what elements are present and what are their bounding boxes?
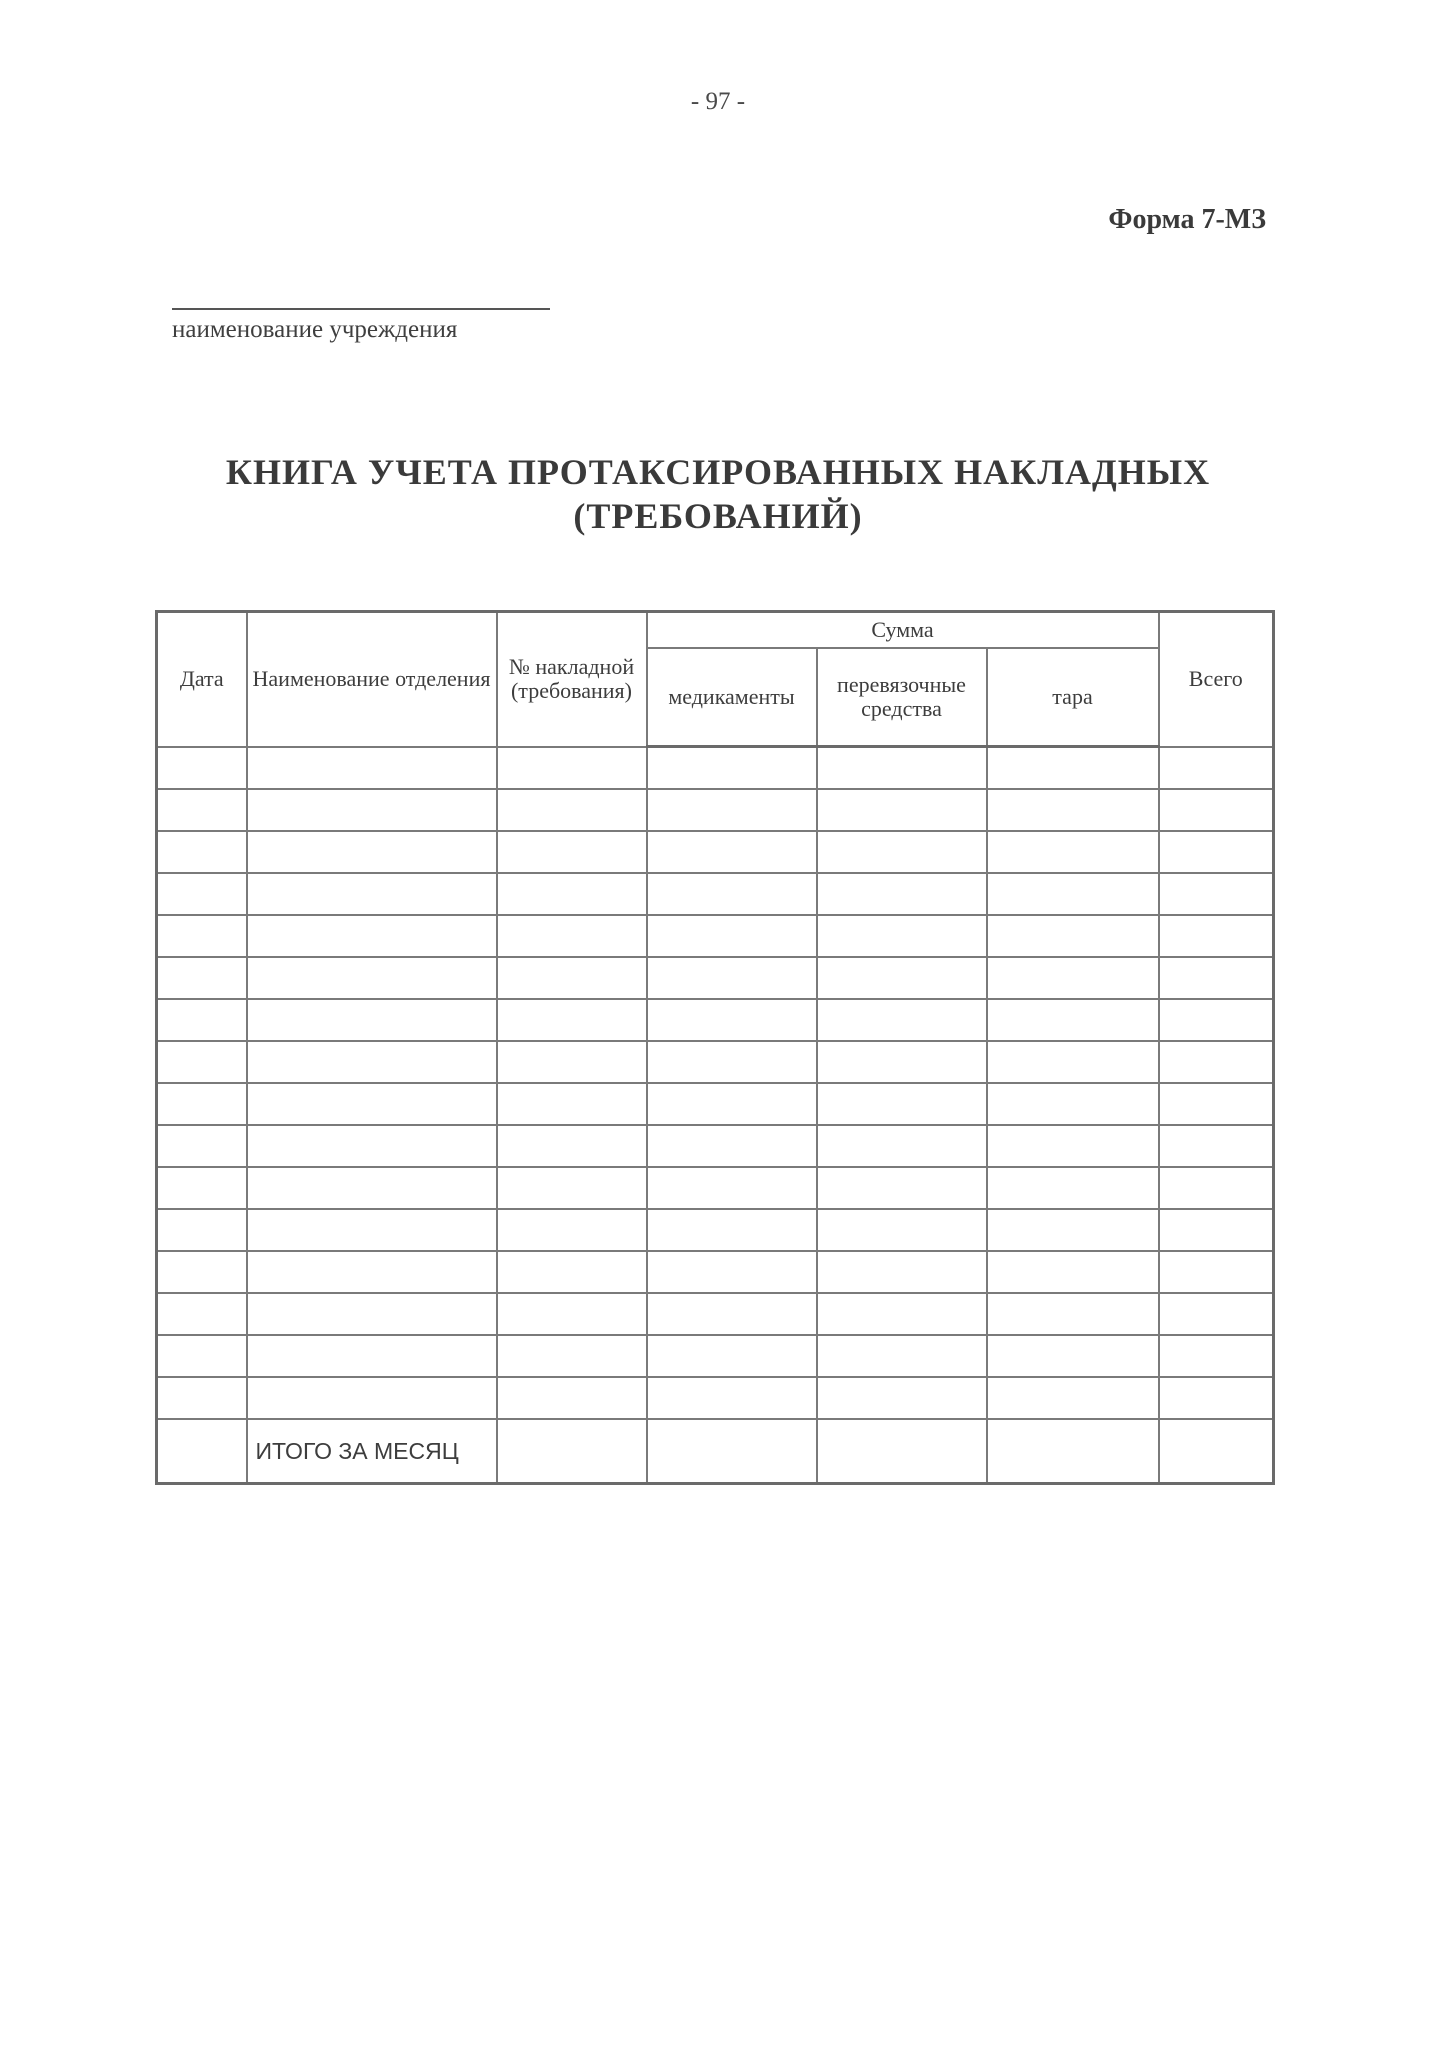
table-cell[interactable] bbox=[497, 1377, 647, 1419]
table-cell[interactable] bbox=[1159, 747, 1274, 790]
table-cell[interactable] bbox=[1159, 1377, 1274, 1419]
table-cell[interactable] bbox=[647, 1125, 817, 1167]
table-cell[interactable] bbox=[157, 1377, 247, 1419]
table-cell[interactable] bbox=[817, 1335, 987, 1377]
column-header-containers: тара bbox=[987, 648, 1159, 747]
table-cell[interactable] bbox=[157, 1167, 247, 1209]
column-header-total: Всего bbox=[1159, 612, 1274, 747]
table-cell[interactable] bbox=[817, 873, 987, 915]
table-cell[interactable] bbox=[1159, 1251, 1274, 1293]
table-cell[interactable] bbox=[157, 957, 247, 999]
table-cell[interactable] bbox=[987, 957, 1159, 999]
document-title-line-1: КНИГА УЧЕТА ПРОТАКСИРОВАННЫХ НАКЛАДНЫХ bbox=[225, 452, 1211, 492]
table-row bbox=[157, 1377, 1274, 1419]
table-row bbox=[157, 957, 1274, 999]
table-cell[interactable] bbox=[247, 789, 497, 831]
column-header-department: Наименование отделения bbox=[247, 612, 497, 747]
table-cell[interactable] bbox=[1159, 1083, 1274, 1125]
institution-name-caption: наименование учреждения bbox=[172, 308, 550, 344]
table-cell[interactable] bbox=[647, 1419, 817, 1484]
table-cell[interactable] bbox=[157, 1251, 247, 1293]
table-cell[interactable] bbox=[987, 1251, 1159, 1293]
table-cell[interactable] bbox=[157, 1041, 247, 1083]
table-cell[interactable] bbox=[817, 1041, 987, 1083]
table-cell[interactable] bbox=[497, 1083, 647, 1125]
table-cell[interactable] bbox=[1159, 1167, 1274, 1209]
table-cell[interactable] bbox=[497, 747, 647, 790]
table-cell[interactable] bbox=[157, 831, 247, 873]
table-cell[interactable] bbox=[497, 1209, 647, 1251]
column-group-header-sum: Сумма bbox=[647, 612, 1159, 649]
table-cell[interactable] bbox=[647, 1293, 817, 1335]
table-cell[interactable] bbox=[987, 747, 1159, 790]
table-cell[interactable] bbox=[647, 1167, 817, 1209]
table-cell[interactable] bbox=[247, 1209, 497, 1251]
table-cell[interactable] bbox=[497, 1419, 647, 1484]
table-cell[interactable] bbox=[247, 999, 497, 1041]
table-cell[interactable] bbox=[647, 1377, 817, 1419]
table-cell[interactable] bbox=[1159, 999, 1274, 1041]
table-cell[interactable] bbox=[1159, 1125, 1274, 1167]
table-cell[interactable] bbox=[817, 789, 987, 831]
table-cell[interactable] bbox=[157, 789, 247, 831]
table-cell[interactable] bbox=[157, 1209, 247, 1251]
table-cell[interactable] bbox=[157, 915, 247, 957]
table-row bbox=[157, 789, 1274, 831]
table-cell[interactable] bbox=[247, 1083, 497, 1125]
column-header-dressings: перевязочные средства bbox=[817, 648, 987, 747]
table-cell[interactable] bbox=[647, 747, 817, 790]
form-code: Форма 7-МЗ bbox=[1108, 204, 1266, 235]
table-cell[interactable] bbox=[497, 873, 647, 915]
table-cell[interactable] bbox=[647, 999, 817, 1041]
table-cell[interactable] bbox=[817, 1209, 987, 1251]
table-cell[interactable] bbox=[987, 1293, 1159, 1335]
table-cell[interactable] bbox=[817, 831, 987, 873]
table-cell[interactable] bbox=[157, 1335, 247, 1377]
table-cell[interactable] bbox=[247, 1293, 497, 1335]
table-row bbox=[157, 1335, 1274, 1377]
table-cell[interactable] bbox=[1159, 789, 1274, 831]
table-cell[interactable] bbox=[157, 999, 247, 1041]
table-cell[interactable] bbox=[987, 1419, 1159, 1484]
table-cell[interactable] bbox=[647, 1041, 817, 1083]
ledger-table bbox=[155, 610, 1275, 1485]
table-cell[interactable] bbox=[817, 999, 987, 1041]
table-cell[interactable] bbox=[987, 915, 1159, 957]
column-header-medicines: медикаменты bbox=[647, 648, 817, 747]
table-cell[interactable] bbox=[817, 1167, 987, 1209]
table-cell[interactable] bbox=[987, 1209, 1159, 1251]
table-cell[interactable] bbox=[987, 1083, 1159, 1125]
table-cell[interactable] bbox=[497, 915, 647, 957]
table-cell[interactable] bbox=[987, 873, 1159, 915]
table-cell[interactable] bbox=[817, 1377, 987, 1419]
table-cell[interactable] bbox=[247, 1335, 497, 1377]
table-cell[interactable] bbox=[497, 1125, 647, 1167]
table-row bbox=[157, 915, 1274, 957]
total-label: ИТОГО ЗА МЕСЯЦ bbox=[247, 1419, 497, 1484]
table-cell[interactable] bbox=[247, 747, 497, 790]
table-cell[interactable] bbox=[1159, 1335, 1274, 1377]
table-cell[interactable] bbox=[247, 915, 497, 957]
ledger-body bbox=[157, 747, 1274, 1484]
table-cell[interactable] bbox=[497, 789, 647, 831]
table-row bbox=[157, 831, 1274, 873]
table-cell[interactable] bbox=[157, 1125, 247, 1167]
table-cell[interactable] bbox=[647, 957, 817, 999]
table-cell[interactable] bbox=[817, 1419, 987, 1484]
table-cell[interactable] bbox=[817, 1083, 987, 1125]
table-cell[interactable] bbox=[247, 1041, 497, 1083]
table-cell[interactable] bbox=[647, 789, 817, 831]
table-cell[interactable] bbox=[1159, 873, 1274, 915]
table-cell[interactable] bbox=[247, 1377, 497, 1419]
table-row bbox=[157, 1125, 1274, 1167]
table-cell[interactable] bbox=[247, 957, 497, 999]
table-cell[interactable] bbox=[647, 873, 817, 915]
table-cell[interactable] bbox=[1159, 1041, 1274, 1083]
table-cell[interactable] bbox=[247, 831, 497, 873]
table-cell[interactable] bbox=[987, 1167, 1159, 1209]
table-cell[interactable] bbox=[157, 1293, 247, 1335]
table-cell[interactable] bbox=[817, 915, 987, 957]
table-cell[interactable] bbox=[987, 999, 1159, 1041]
table-cell[interactable] bbox=[987, 1125, 1159, 1167]
table-cell[interactable] bbox=[1159, 957, 1274, 999]
table-row bbox=[157, 999, 1274, 1041]
table-cell[interactable] bbox=[1159, 831, 1274, 873]
table-cell[interactable] bbox=[817, 747, 987, 790]
total-row bbox=[157, 1419, 1274, 1484]
table-cell[interactable] bbox=[987, 1041, 1159, 1083]
table-cell[interactable] bbox=[647, 1335, 817, 1377]
document-title bbox=[0, 450, 1436, 538]
table-cell[interactable] bbox=[1159, 915, 1274, 957]
table-cell[interactable] bbox=[817, 1125, 987, 1167]
table-cell[interactable] bbox=[1159, 1209, 1274, 1251]
table-cell[interactable] bbox=[497, 957, 647, 999]
table-cell[interactable] bbox=[647, 1251, 817, 1293]
table-cell[interactable] bbox=[647, 1083, 817, 1125]
table-row bbox=[157, 873, 1274, 915]
table-cell[interactable] bbox=[497, 1293, 647, 1335]
table-cell[interactable] bbox=[497, 1251, 647, 1293]
table-cell[interactable] bbox=[157, 1083, 247, 1125]
table-row bbox=[157, 1041, 1274, 1083]
document-title-line-2: (ТРЕБОВАНИЙ) bbox=[573, 496, 863, 536]
table-cell[interactable] bbox=[817, 957, 987, 999]
table-row bbox=[157, 1293, 1274, 1335]
column-header-date: Дата bbox=[157, 612, 247, 747]
table-cell[interactable] bbox=[247, 1167, 497, 1209]
table-row bbox=[157, 1209, 1274, 1251]
table-cell[interactable] bbox=[497, 1167, 647, 1209]
table-cell[interactable] bbox=[987, 789, 1159, 831]
table-cell[interactable] bbox=[497, 999, 647, 1041]
table-cell[interactable] bbox=[497, 1041, 647, 1083]
table-cell[interactable] bbox=[647, 915, 817, 957]
table-cell[interactable] bbox=[1159, 1419, 1274, 1484]
table-row bbox=[157, 1251, 1274, 1293]
table-cell[interactable] bbox=[817, 1251, 987, 1293]
table-row bbox=[157, 1167, 1274, 1209]
table-cell[interactable] bbox=[157, 1419, 247, 1484]
table-cell[interactable] bbox=[157, 873, 247, 915]
table-cell[interactable] bbox=[247, 1251, 497, 1293]
page-number: - 97 - bbox=[690, 88, 746, 115]
table-cell[interactable] bbox=[817, 1293, 987, 1335]
table-row bbox=[157, 747, 1274, 790]
table-cell[interactable] bbox=[987, 1377, 1159, 1419]
table-cell[interactable] bbox=[647, 1209, 817, 1251]
table-cell[interactable] bbox=[497, 831, 647, 873]
table-cell[interactable] bbox=[987, 831, 1159, 873]
table-cell[interactable] bbox=[157, 747, 247, 790]
table-cell[interactable] bbox=[647, 831, 817, 873]
table-cell[interactable] bbox=[247, 873, 497, 915]
table-cell[interactable] bbox=[247, 1125, 497, 1167]
table-row bbox=[157, 1083, 1274, 1125]
table-cell[interactable] bbox=[987, 1335, 1159, 1377]
table-cell[interactable] bbox=[497, 1335, 647, 1377]
column-header-invoice-number: № накладной (требования) bbox=[497, 612, 647, 747]
table-cell[interactable] bbox=[1159, 1293, 1274, 1335]
